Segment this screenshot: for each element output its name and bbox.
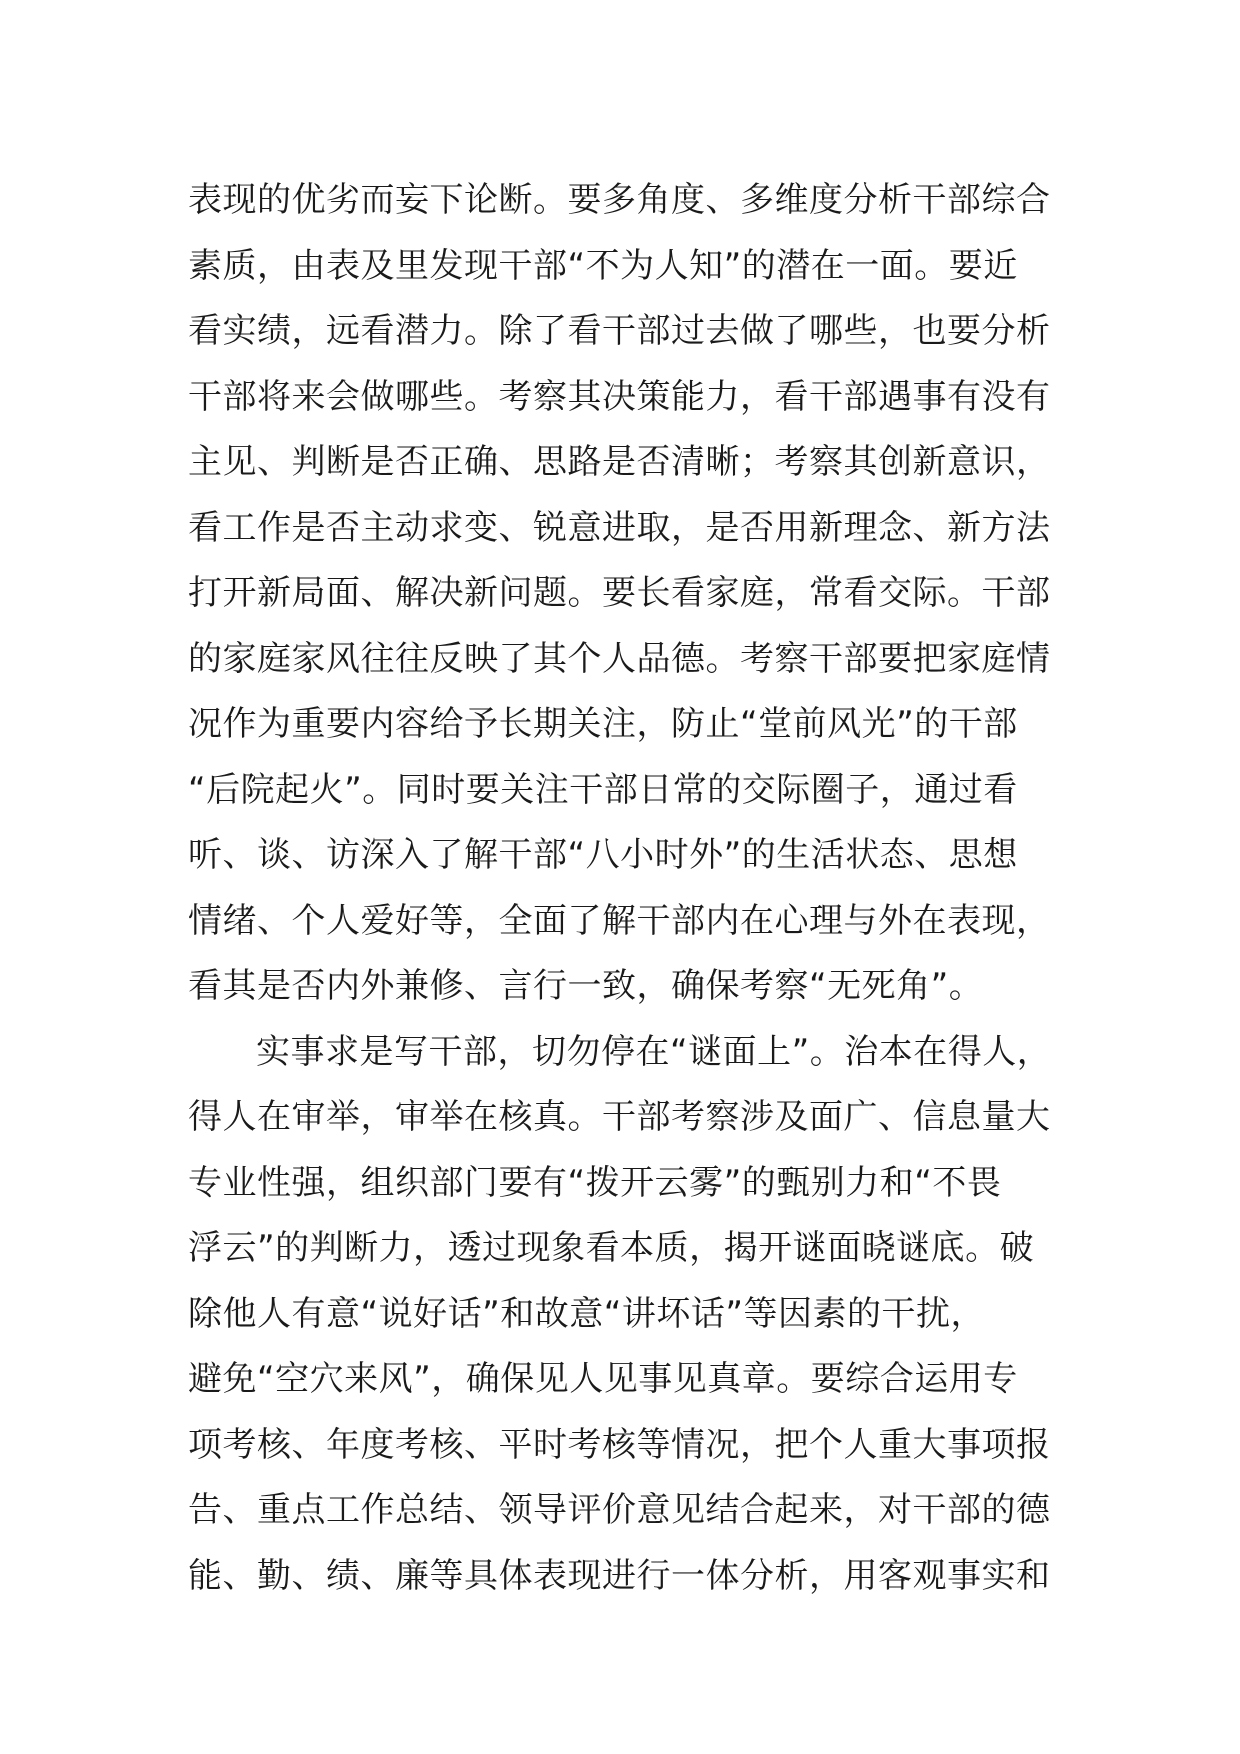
text-line: 主见、判断是否正确、思路是否清晰；考察其创新意识， xyxy=(188,442,1051,482)
text-line: 素质，由表及里发现干部“不为人知”的潜在一面。要近 xyxy=(188,245,1018,286)
text-line: 避免“空穴来风”，确保见人见事见真章。要综合运用专 xyxy=(188,1359,1018,1399)
text-line: 得人在审举，审举在核真。干部考察涉及面广、信息量大 xyxy=(188,1097,1051,1137)
text-line: 的家庭家风往往反映了其个人品德。考察干部要把家庭情 xyxy=(188,638,1051,679)
body-text xyxy=(188,168,1088,1609)
text-line: 看实绩，远看潜力。除了看干部过去做了哪些，也要分析 xyxy=(188,311,1051,351)
paragraph-start-line: 实事求是写干部，切勿停在“谜面上”。治本在得人， xyxy=(256,1031,1052,1072)
text-line: 看工作是否主动求变、锐意进取，是否用新理念、新方法 xyxy=(188,507,1051,548)
text-line: 告、重点工作总结、领导评价意见结合起来，对干部的德 xyxy=(188,1490,1051,1530)
text-line: 听、谈、访深入了解干部“八小时外”的生活状态、思想 xyxy=(188,835,1018,875)
text-line: 表现的优劣而妄下论断。要多角度、多维度分析干部综合 xyxy=(188,180,1051,220)
text-line: 除他人有意“说好话”和故意“讲坏话”等因素的干扰， xyxy=(188,1293,985,1334)
text-line: 浮云”的判断力，透过现象看本质，揭开谜面晓谜底。破 xyxy=(188,1228,1035,1268)
text-line: 情绪、个人爱好等，全面了解干部内在心理与外在表现， xyxy=(188,900,1051,941)
text-line: “后院起火”。同时要关注干部日常的交际圈子，通过看 xyxy=(188,769,1018,810)
text-line: 况作为重要内容给予长期关注，防止“堂前风光”的干部 xyxy=(188,704,1018,744)
text-line: 打开新局面、解决新问题。要长看家庭，常看交际。干部 xyxy=(188,573,1051,613)
text-line: 能、勤、绩、廉等具体表现进行一体分析，用客观事实和 xyxy=(188,1555,1051,1596)
text-line: 干部将来会做哪些。考察其决策能力，看干部遇事有没有 xyxy=(188,376,1051,417)
text-line: 项考核、年度考核、平时考核等情况，把个人重大事项报 xyxy=(188,1424,1051,1465)
text-line: 专业性强，组织部门要有“拨开云雾”的甄别力和“不畏 xyxy=(188,1162,1002,1203)
text-line: 看其是否内外兼修、言行一致，确保考察“无死角”。 xyxy=(188,966,984,1006)
